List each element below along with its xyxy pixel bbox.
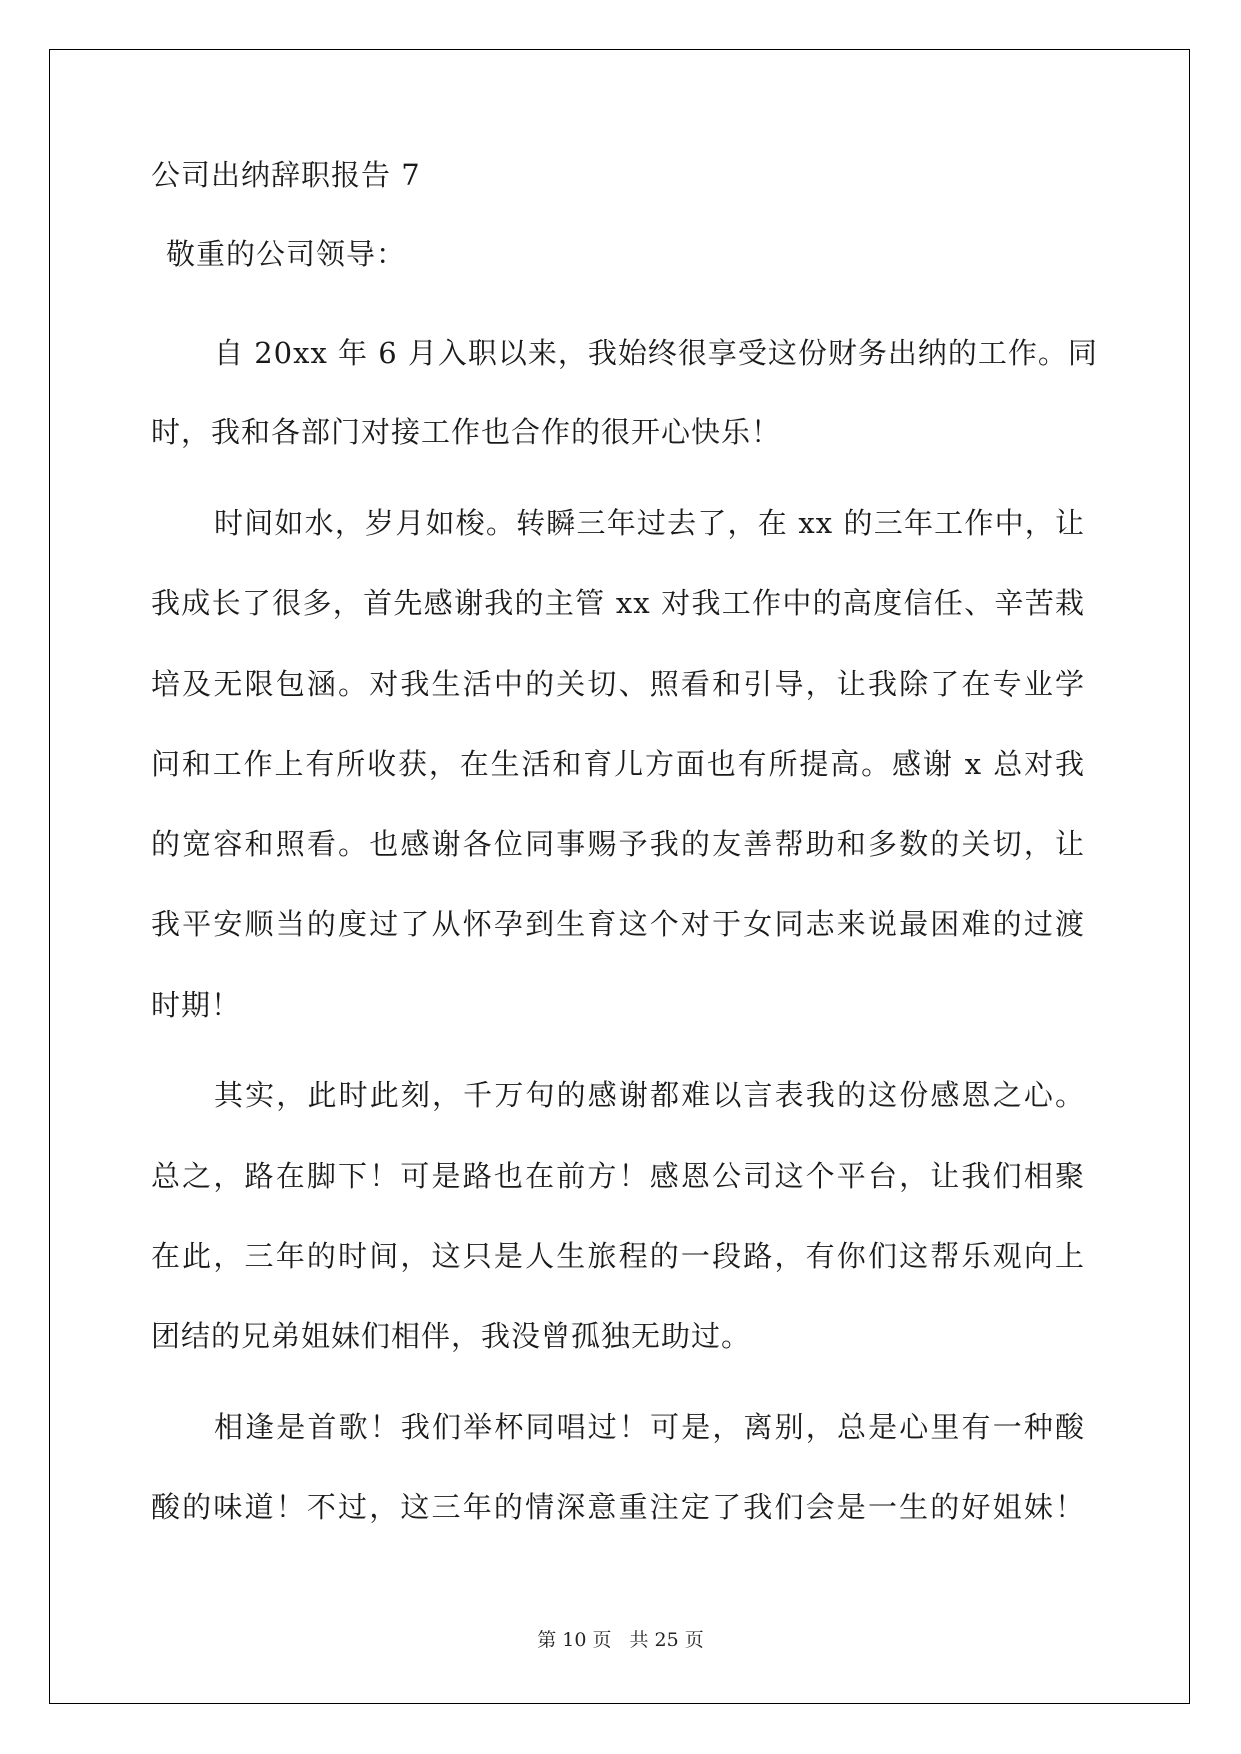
body-line: 总之，路在脚下！可是路也在前方！感恩公司这个平台，让我们相聚 — [151, 1159, 1085, 1193]
body-line: 在此，三年的时间，这只是人生旅程的一段路，有你们这帮乐观向上 — [151, 1239, 1085, 1273]
salutation: 敬重的公司领导： — [166, 237, 407, 271]
body-line: 时期！ — [151, 988, 242, 1022]
document-title: 公司出纳辞职报告 7 — [151, 158, 421, 192]
body-line: 自 20xx 年 6 月入职以来，我始终很享受这份财务出纳的工作。同 — [214, 336, 1098, 370]
body-line: 其实，此时此刻，千万句的感谢都难以言表我的这份感恩之心。 — [214, 1078, 1085, 1112]
body-line: 时，我和各部门对接工作也合作的很开心快乐！ — [151, 415, 782, 449]
body-line: 我平安顺当的度过了从怀孕到生育这个对于女同志来说最困难的过渡 — [151, 907, 1085, 941]
page-number: 第 10 页 — [537, 1629, 612, 1651]
body-line: 我成长了很多，首先感谢我的主管 xx 对我工作中的高度信任、辛苦栽 — [151, 586, 1085, 620]
body-line: 的宽容和照看。也感谢各位同事赐予我的友善帮助和多数的关切，让 — [151, 827, 1085, 861]
body-line: 时间如水，岁月如梭。转瞬三年过去了，在 xx 的三年工作中，让 — [214, 506, 1085, 540]
page-total: 共 25 页 — [629, 1629, 704, 1651]
body-line: 团结的兄弟姐妹们相伴，我没曾孤独无助过。 — [151, 1319, 752, 1353]
body-line: 培及无限包涵。对我生活中的关切、照看和引导，让我除了在专业学 — [151, 667, 1085, 701]
body-line: 酸的味道！不过，这三年的情深意重注定了我们会是一生的好姐妹！ — [151, 1490, 1085, 1524]
page-border — [49, 49, 1190, 1704]
body-line: 相逢是首歌！我们举杯同唱过！可是，离别，总是心里有一种酸 — [214, 1410, 1085, 1444]
page-footer — [0, 1628, 1241, 1652]
body-line: 问和工作上有所收获，在生活和育儿方面也有所提高。感谢 x 总对我 — [151, 747, 1085, 781]
